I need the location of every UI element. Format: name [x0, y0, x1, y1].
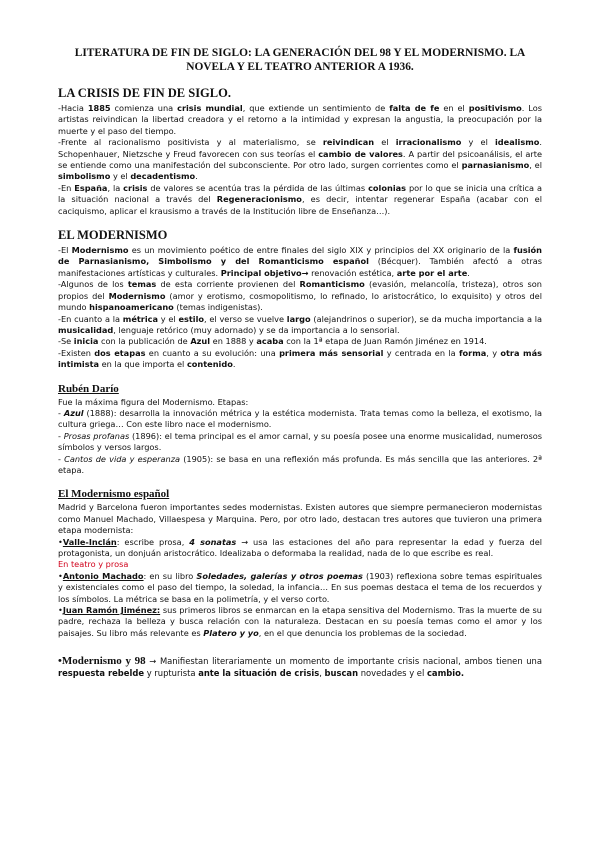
- document-title: LITERATURA DE FIN DE SIGLO: LA GENERACIÓN DEL 98 Y EL MODERNISMO. LA NOVELA Y EL TEATRO ANTERIOR A 1936.: [74, 47, 526, 73]
- text-run: Modernismo: [71, 245, 129, 256]
- text-run: -Hacia: [58, 103, 88, 113]
- text-run: (1888): desarrolla la innovación métrica y la estética modernista. Trata temas como la belleza, el exotismo, la cultura griega… Con este libro nace el modernismo.: [58, 407, 542, 430]
- text-run: parnasianismo: [461, 160, 530, 171]
- text-run: y el: [110, 171, 131, 182]
- text-run: crisis mundial: [177, 103, 243, 113]
- paragraph: Madrid y Barcelona fueron importantes sedes modernistas. Existen autores que siempre permanecieron modernistas como Manuel Machado, Villaespesa y Marquina. Pero, por otro lado, destacan tres autores que tuvieron una primera etapa modernista:: [58, 502, 542, 536]
- text-run: . Los artistas reivindican la libertad creadora y el retorno a la intimidad y expresan la angustia, la preocupación por la muerte y el paso del tiempo.: [58, 103, 542, 136]
- text-run: -: [58, 407, 64, 418]
- text-run: y el: [461, 137, 495, 148]
- text-run: (temas indigenistas).: [173, 302, 263, 313]
- text-run: es un movimiento poético de entre finales del siglo XIX y principios del XX originario de la: [128, 245, 514, 256]
- text-run: primera más sensorial: [279, 347, 384, 358]
- text-run: -: [58, 430, 64, 441]
- text-run: Regeneracionismo: [216, 194, 302, 205]
- text-run: , el verso se vuelve: [204, 313, 287, 324]
- text-run: •Modernismo y 98: [58, 655, 146, 668]
- text-run: positivismo: [468, 103, 522, 113]
- text-run: , lenguaje retórico (muy adornado) y se da importancia a lo sensorial.: [113, 324, 400, 335]
- text-run: largo: [286, 313, 311, 324]
- text-run: -El: [58, 245, 72, 256]
- text-run: , es decir, intentar regenerar España (acabar con el caciquismo, aplicar el krausismo a través de la Institución libre de Enseñanza…).: [58, 194, 542, 216]
- text-run: cambio de valores: [318, 148, 403, 159]
- text-run: en la que importa el: [99, 359, 187, 370]
- text-run: métrica: [122, 313, 159, 324]
- red-note: En teatro y prosa: [58, 559, 129, 570]
- text-run: (alejandrinos o superior), se da mucha importancia a la: [310, 313, 543, 324]
- paragraph-modernismo-y-98: [58, 655, 542, 679]
- text-run: -: [58, 453, 65, 464]
- text-run: con la 1ª etapa de Juan Ramón Jiménez en 1914.: [283, 336, 487, 347]
- text-run: (amor y erotismo, cosmopolitismo, lo refinado, lo aristocrático, lo exquisito) y otros del mundo: [58, 290, 542, 313]
- text-run: (1905): se basa en una reflexión más profunda. Es más sencilla que las anteriores. 2ª etapa.: [58, 453, 542, 475]
- text-run: (1896): el tema principal es el amor carnal, y su poesía posee una enorme musicalidad, numerosos símbolos y versos largos.: [58, 430, 542, 453]
- text-run: forma: [458, 347, 487, 358]
- text-run: con la publicación de: [98, 336, 191, 347]
- text-run: estilo: [178, 313, 205, 324]
- text-run: 4 sonatas: [189, 536, 237, 547]
- text-run: respuesta rebelde: [58, 668, 145, 679]
- paragraph: Fue la máxima figura del Modernismo. Etapas:: [58, 396, 249, 407]
- text-run: Soledades, galerías y otros poemas: [196, 570, 363, 581]
- text-run: -Algunos de los: [58, 279, 128, 290]
- text-run: •: [58, 570, 63, 581]
- text-run: falta de fe: [389, 103, 440, 113]
- text-run: irracionalismo: [395, 137, 462, 148]
- text-run: en cuanto a su evolución: una: [145, 347, 280, 358]
- paragraph: [58, 245, 542, 279]
- text-run: •: [58, 605, 63, 616]
- paragraph: [58, 314, 542, 337]
- section-ruben-dario: [58, 382, 542, 477]
- text-run: buscan: [324, 668, 359, 679]
- text-run: Azul: [190, 336, 211, 347]
- text-run: de esta corriente provienen del: [156, 279, 300, 290]
- text-run: por lo que se inicia una crítica a la situación nacional a través del: [58, 182, 542, 205]
- text-run: , el: [529, 160, 542, 171]
- text-run: Principal objetivo→: [220, 267, 309, 278]
- text-run: , y: [486, 347, 501, 358]
- paragraph: [58, 431, 542, 454]
- text-run: ante la situación de crisis: [198, 668, 320, 679]
- text-run: -En: [58, 182, 75, 193]
- paragraph: [58, 137, 542, 183]
- text-run: -En cuanto a la: [58, 313, 123, 324]
- text-run: Azul: [63, 407, 84, 418]
- text-run: -Existen: [58, 347, 95, 358]
- paragraph: [58, 279, 542, 313]
- text-run: decadentismo: [130, 171, 196, 182]
- text-run: , en el que denuncia los problemas de la sociedad.: [258, 627, 467, 638]
- text-run: Platero y yo: [203, 627, 259, 638]
- text-run: (evasión, melancolía, tristeza), otros son propios del: [58, 279, 542, 301]
- paragraph: [58, 103, 542, 137]
- text-run: Antonio Machado: [62, 570, 144, 581]
- text-run: Valle-Inclán: [62, 536, 117, 547]
- text-run: ,: [319, 668, 325, 679]
- text-run: inicia: [73, 336, 99, 347]
- text-run: acaba: [256, 336, 284, 347]
- heading-modernismo-espanol: El Modernismo español: [58, 488, 170, 501]
- text-run: renovación estética,: [308, 267, 397, 278]
- text-run: y el: [158, 313, 179, 324]
- text-run: .: [467, 267, 470, 278]
- text-run: y rupturista: [144, 668, 199, 679]
- heading-crisis: LA CRISIS DE FIN DE SIGLO.: [58, 86, 231, 100]
- section-crisis: [58, 86, 542, 217]
- text-run: Prosas profanas: [63, 430, 130, 441]
- text-run: . A partir del psicoanálisis, el arte se entiende como una manifestación del subconsciente. Por otro lado, surgen corrientes como el: [58, 148, 542, 171]
- text-run: temas: [127, 279, 157, 290]
- text-run: otra más intimista: [58, 347, 542, 370]
- heading-modernismo: EL MODERNISMO: [58, 228, 168, 243]
- paragraph: [58, 348, 542, 371]
- text-run: •: [58, 536, 63, 547]
- text-run: sus primeros libros se enmarcan en la etapa sensitiva del Modernismo. Tras la muerte de su padre, rechaza la belleza y busca relación con la naturaleza. Destacan en su poesía temas como el amor y los paisajes. Su libro más relevante es: [58, 605, 542, 638]
- text-run: contenido: [186, 359, 233, 370]
- text-run: (1903) reflexiona sobre temas espirituales y existenciales como el paso del tiempo, la soledad, la infancia… En sus poemas destaca el tema de los recuerdos y los símbolos. La métrica se basa en la polimetría, y el verso corto.: [58, 570, 542, 604]
- paragraph: [58, 408, 542, 431]
- text-run: .: [232, 359, 236, 370]
- text-run: , que extiende un sentimiento de: [242, 103, 390, 113]
- text-run: Cantos de vida y esperanza: [64, 453, 181, 464]
- text-run: idealismo: [495, 137, 540, 148]
- text-run: crisis: [123, 182, 148, 193]
- text-run: → Manifiestan literariamente un momento de importante crisis nacional, ambos tienen una: [145, 656, 542, 667]
- text-run: Juan Ramón Jiménez:: [62, 605, 161, 616]
- text-run: colonias: [368, 182, 407, 193]
- text-run: musicalidad: [58, 324, 114, 335]
- text-run: .: [195, 171, 198, 182]
- text-run: y centrada en la: [383, 347, 459, 358]
- text-run: de valores se acentúa tras la pérdida de las últimas: [147, 182, 369, 193]
- text-run: . Schopenhauer, Nietzsche y Freud favorecen con sus teorías el: [58, 137, 542, 159]
- text-run: Romanticismo: [299, 279, 365, 290]
- paragraph-valle-inclan: [58, 537, 542, 560]
- text-run: en 1888 y: [210, 336, 257, 347]
- text-run: cambio.: [426, 668, 465, 679]
- text-run: comienza una: [110, 103, 178, 113]
- text-run: simbolismo: [58, 171, 111, 182]
- text-run: (Bécquer). También afectó a otras manifestaciones artísticas y culturales.: [58, 256, 542, 278]
- text-run: arte por el arte: [396, 267, 468, 278]
- text-run: España: [74, 182, 108, 193]
- paragraph: [58, 183, 542, 217]
- text-run: reivindican: [322, 137, 375, 148]
- paragraph: [58, 336, 542, 347]
- text-run: dos etapas: [94, 347, 146, 358]
- text-run: fusión de Parnasianismo, Simbolismo y del Romanticismo español: [58, 245, 542, 267]
- paragraph-antonio-machado: [58, 571, 542, 605]
- text-run: : escribe prosa,: [116, 536, 190, 547]
- text-run: 1885: [87, 103, 111, 113]
- heading-ruben-dario: Rubén Darío: [58, 382, 119, 395]
- text-run: el: [374, 137, 396, 148]
- text-run: -Se: [58, 336, 74, 347]
- section-modernismo-espanol: [58, 487, 542, 639]
- paragraph-juan-ramon-jimenez: [58, 605, 542, 639]
- text-run: Modernismo: [108, 290, 166, 301]
- paragraph: [58, 454, 542, 477]
- section-modernismo: [58, 228, 542, 370]
- text-run: , la: [107, 182, 124, 193]
- text-run: : en su libro: [143, 570, 197, 581]
- text-run: en el: [439, 103, 469, 113]
- text-run: novedades y el: [358, 668, 427, 679]
- text-run: hispanoamericano: [89, 302, 174, 313]
- text-run: → usa las estaciones del año para representar la edad y fuerza del protagonista, un donjuán aristocrático. Idealizaba o deformaba la realidad, nada de lo que escribe es real.: [58, 536, 543, 558]
- text-run: -Frente al racionalismo positivista y al materialismo, se: [58, 137, 323, 148]
